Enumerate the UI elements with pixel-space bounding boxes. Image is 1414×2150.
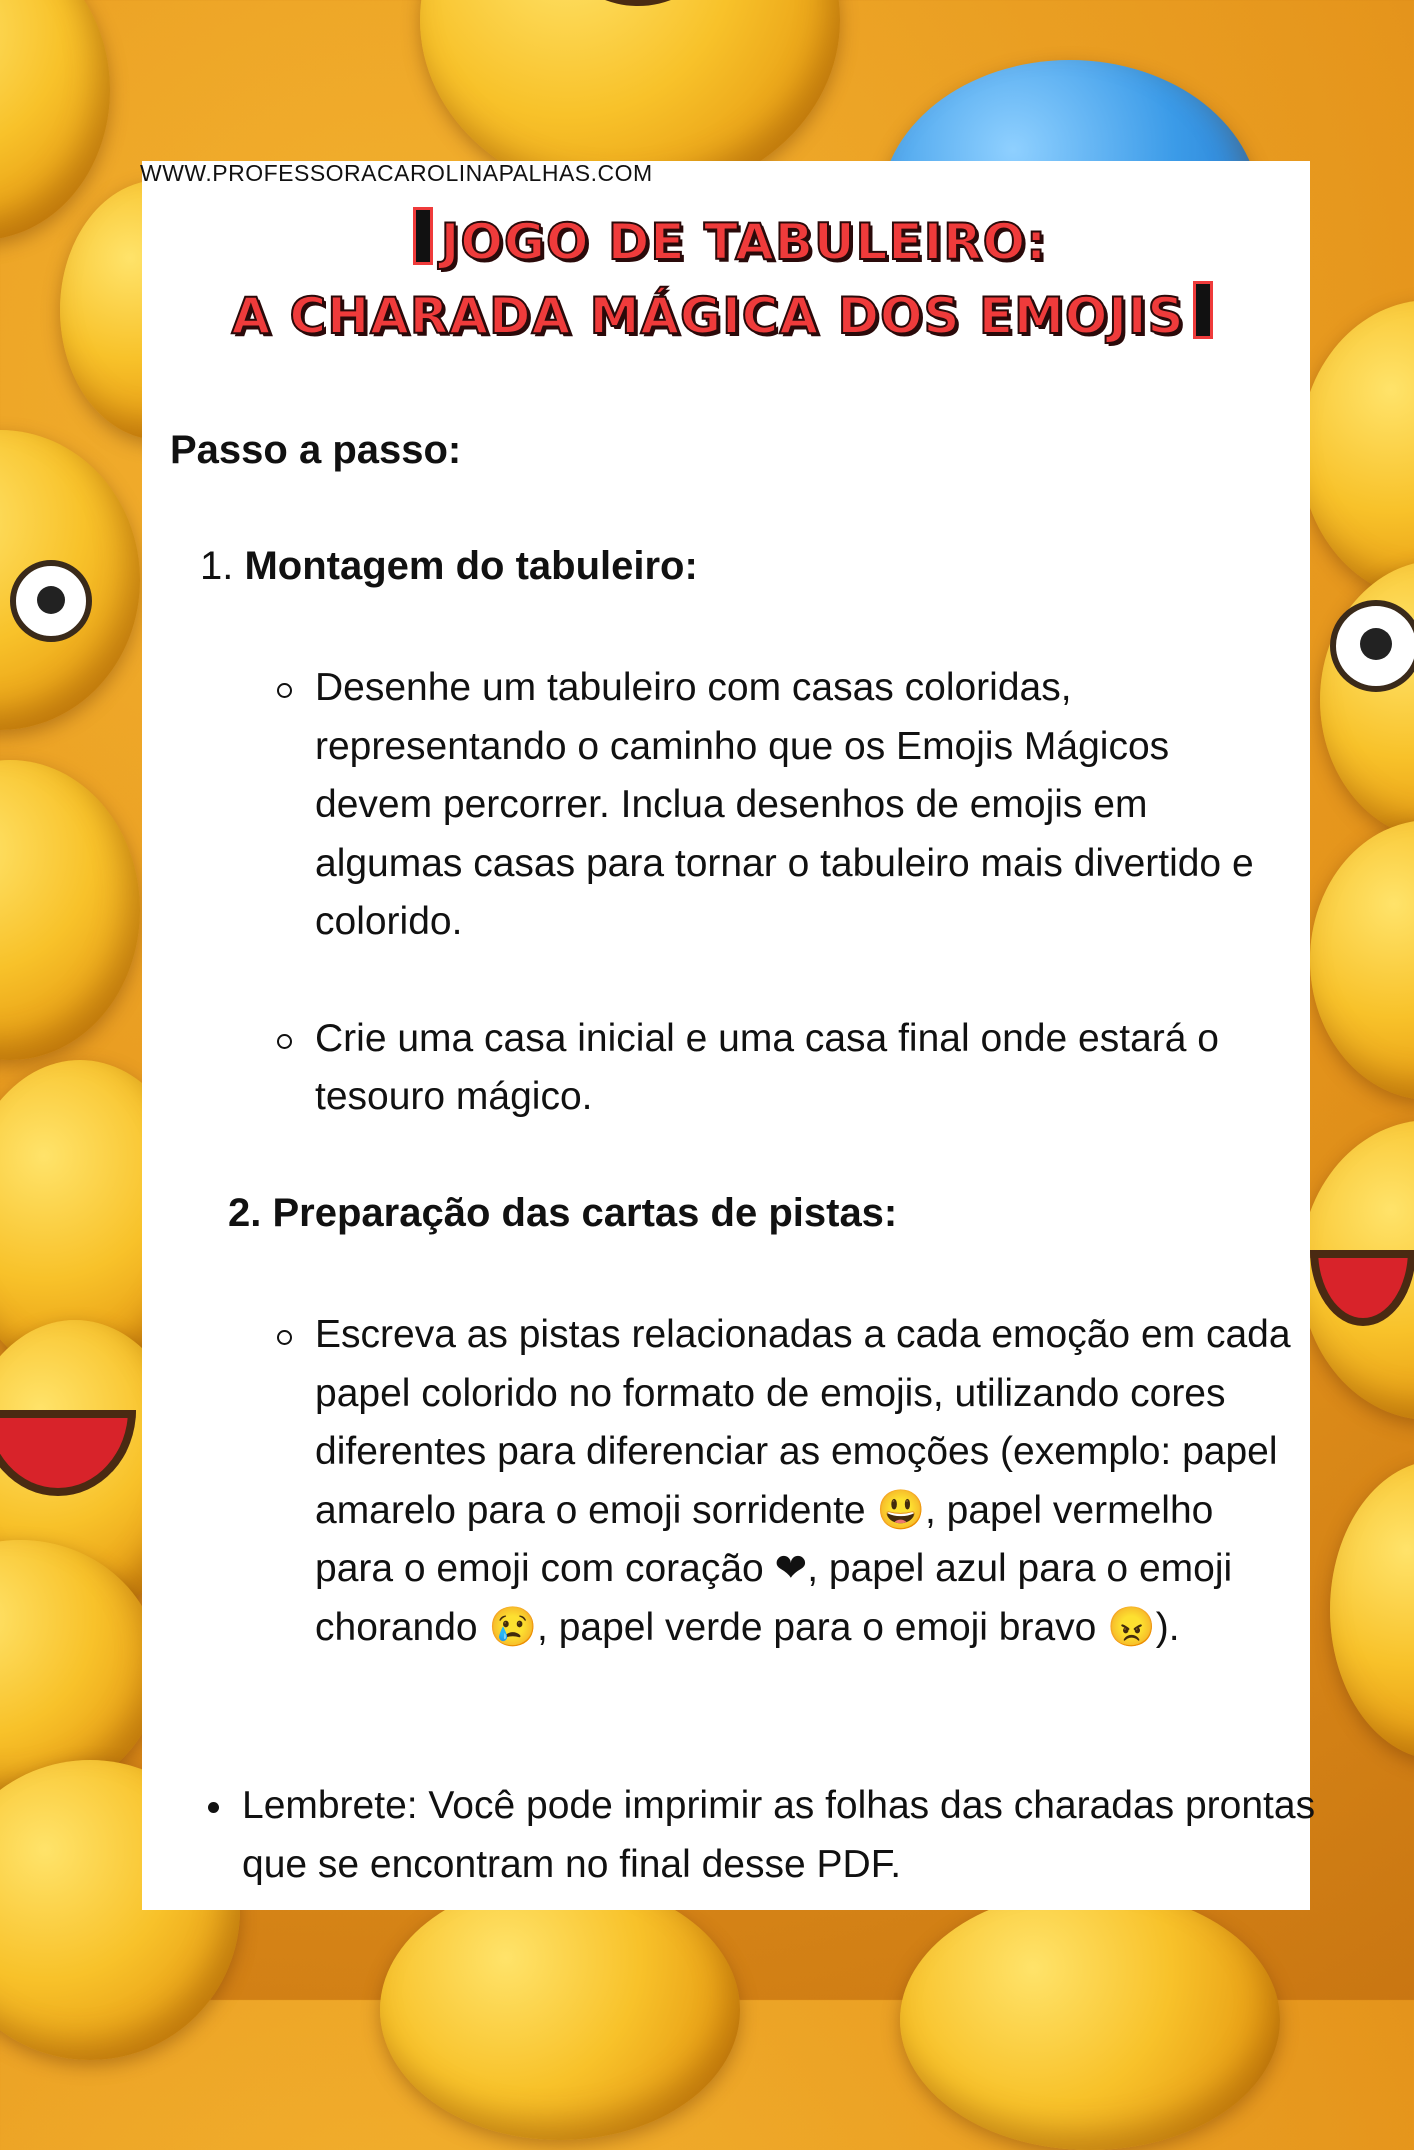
title-line-1: JOGO DE TABULEIRO:	[142, 205, 1310, 279]
list-item: Escreva as pistas relacionadas a cada emoção em cada papel colorido no formato de emojis, utilizando cores diferentes para diferenciar as emoções (exemplo: papel amarelo para o emoji sorridente 😃, papel vermelho para o emoji com coração ❤, papel azul para o emoji chorando 😢, papel verde para o emoji bravo 😠).	[275, 1306, 1295, 1657]
title-line-2: A CHARADA MÁGICA DOS EMOJIS	[142, 279, 1310, 353]
step-2-bullets	[275, 1306, 1295, 1657]
list-item: Crie uma casa inicial e uma casa final onde estará o tesouro mágico.	[275, 1010, 1295, 1127]
reminder-note: Lembrete: Você pode imprimir as folhas das charadas prontas que se encontram no final desse PDF.	[200, 1777, 1342, 1894]
section-heading: Passo a passo:	[170, 428, 462, 472]
list-item: Desenhe um tabuleiro com casas coloridas, representando o caminho que os Emojis Mágicos devem percorrer. Inclua desenhos de emojis em algumas casas para tornar o tabuleiro mais divertido e colorido.	[275, 659, 1295, 952]
step-1-heading: 1. Montagem do tabuleiro:	[200, 544, 698, 588]
website-url: WWW.PROFESSORACAROLINAPALHAS.COM	[140, 160, 653, 186]
step-2-heading: 2. Preparação das cartas de pistas:	[228, 1191, 898, 1235]
step-1-bullets	[275, 659, 1295, 1127]
